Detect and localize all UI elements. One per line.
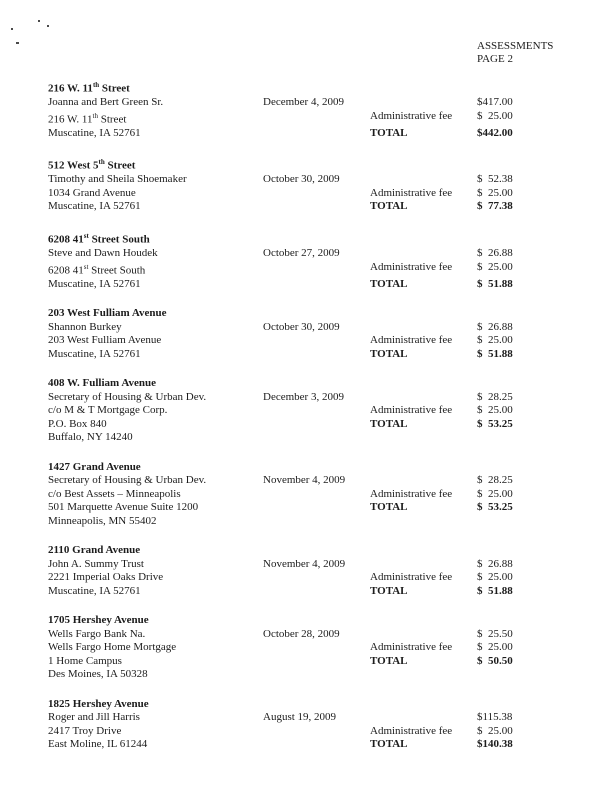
address-line: Roger and Jill Harris bbox=[48, 711, 140, 724]
spacer bbox=[370, 628, 477, 642]
assessment-date: October 27, 2009 bbox=[263, 247, 340, 260]
entry-title bbox=[48, 156, 614, 173]
total-amount: $ 77.38 bbox=[477, 200, 513, 213]
address-text: Street bbox=[97, 113, 127, 126]
address-text: 6208 41 bbox=[48, 264, 84, 277]
total-amount: $ 51.88 bbox=[477, 584, 513, 597]
admin-fee-amount: $ 25.00 bbox=[477, 334, 513, 347]
total-amount: $ 50.50 bbox=[477, 654, 513, 667]
spacer bbox=[263, 738, 370, 752]
admin-fee-amount: $ 25.00 bbox=[477, 571, 513, 584]
assessment-date: August 19, 2009 bbox=[263, 711, 337, 724]
assessment-date: December 4, 2009 bbox=[263, 96, 344, 109]
assessment-amount: $ 25.50 bbox=[477, 627, 513, 640]
spacer bbox=[263, 127, 370, 141]
page-number: PAGE 2 bbox=[477, 53, 513, 65]
title-text: Street South bbox=[88, 233, 150, 246]
assessment-date: October 30, 2009 bbox=[263, 320, 340, 333]
total-label: TOTAL bbox=[370, 417, 408, 430]
entry-title: 408 W. Fulliam Avenue bbox=[48, 377, 156, 390]
address-line: Secretary of Housing & Urban Dev. bbox=[48, 390, 207, 403]
title-ordinal-suffix: th bbox=[92, 81, 100, 89]
page-header bbox=[477, 40, 553, 66]
address-line: 501 Marquette Avenue Suite 1200 bbox=[48, 501, 199, 514]
admin-fee-amount: $ 25.00 bbox=[477, 186, 513, 199]
admin-fee-label: Administrative fee bbox=[370, 186, 453, 199]
address-line: c/o M & T Mortgage Corp. bbox=[48, 404, 168, 417]
address-line: 203 West Fulliam Avenue bbox=[48, 334, 162, 347]
address-line: Steve and Dawn Houdek bbox=[48, 247, 158, 260]
total-amount: $ 51.88 bbox=[477, 277, 513, 290]
assessment-amount: $115.38 bbox=[477, 711, 513, 724]
assessment-amount: $ 26.88 bbox=[477, 320, 513, 333]
title-text: 6208 41 bbox=[48, 233, 84, 246]
spacer bbox=[263, 641, 370, 655]
spacer bbox=[370, 247, 477, 261]
total-label: TOTAL bbox=[370, 738, 408, 751]
spacer bbox=[370, 173, 477, 187]
entry-title: 2110 Grand Avenue bbox=[48, 544, 141, 557]
spacer bbox=[263, 585, 370, 599]
entry-title bbox=[48, 79, 614, 96]
assessment-amount: $ 28.25 bbox=[477, 390, 513, 403]
assessment-amount: $ 26.88 bbox=[477, 247, 513, 260]
address-line: Secretary of Housing & Urban Dev. bbox=[48, 474, 207, 487]
spacer bbox=[263, 187, 370, 201]
entry bbox=[48, 698, 614, 752]
address-line: Shannon Burkey bbox=[48, 320, 122, 333]
address-text: Street South bbox=[88, 264, 146, 277]
spacer bbox=[370, 391, 477, 405]
entry bbox=[48, 377, 614, 445]
admin-fee-amount: $ 25.00 bbox=[477, 724, 513, 737]
spacer bbox=[263, 725, 370, 739]
title-text: Street bbox=[99, 82, 130, 95]
title-text: 216 W. 11 bbox=[48, 82, 93, 95]
assessment-amount: $417.00 bbox=[477, 96, 513, 109]
spacer bbox=[370, 474, 477, 488]
admin-fee-amount: $ 25.00 bbox=[477, 404, 513, 417]
entry bbox=[48, 544, 614, 598]
spacer bbox=[263, 501, 370, 515]
entry bbox=[48, 156, 614, 214]
total-amount: $ 53.25 bbox=[477, 501, 513, 514]
spacer bbox=[370, 711, 477, 725]
spacer bbox=[263, 278, 370, 292]
admin-fee-label: Administrative fee bbox=[370, 487, 453, 500]
admin-fee-amount: $ 25.00 bbox=[477, 109, 513, 122]
address-ordinal-suffix: st bbox=[83, 262, 89, 271]
address-line: Wells Fargo Bank Na. bbox=[48, 627, 146, 640]
address-line: P.O. Box 840 bbox=[48, 417, 107, 430]
scan-artifact bbox=[38, 20, 40, 22]
address-line: Muscatine, IA 52761 bbox=[48, 277, 141, 290]
total-label: TOTAL bbox=[370, 277, 408, 290]
total-label: TOTAL bbox=[370, 347, 408, 360]
admin-fee-amount: $ 25.00 bbox=[477, 260, 513, 273]
address-line: 2417 Troy Drive bbox=[48, 724, 122, 737]
address-line: Muscatine, IA 52761 bbox=[48, 584, 141, 597]
scan-artifact bbox=[47, 25, 49, 27]
title-ordinal-suffix: st bbox=[83, 231, 89, 240]
total-amount: $ 53.25 bbox=[477, 417, 513, 430]
total-amount: $ 51.88 bbox=[477, 347, 513, 360]
entry bbox=[48, 461, 614, 529]
spacer bbox=[370, 558, 477, 572]
spacer bbox=[263, 334, 370, 348]
admin-fee-label: Administrative fee bbox=[370, 109, 453, 122]
spacer bbox=[263, 404, 370, 418]
admin-fee-amount: $ 25.00 bbox=[477, 487, 513, 500]
total-label: TOTAL bbox=[370, 126, 408, 139]
total-label: TOTAL bbox=[370, 501, 408, 514]
address-line: Wells Fargo Home Mortgage bbox=[48, 641, 177, 654]
spacer bbox=[263, 655, 370, 669]
assessment-date: November 4, 2009 bbox=[263, 557, 346, 570]
spacer bbox=[263, 110, 370, 127]
entry-title: 1705 Hershey Avenue bbox=[48, 614, 149, 627]
entry bbox=[48, 230, 614, 291]
assessment-date: November 4, 2009 bbox=[263, 474, 346, 487]
spacer bbox=[263, 200, 370, 214]
assessment-amount: $ 28.25 bbox=[477, 474, 513, 487]
address-line bbox=[48, 261, 263, 278]
address-line: Muscatine, IA 52761 bbox=[48, 347, 141, 360]
spacer bbox=[263, 348, 370, 362]
address-line: c/o Best Assets – Minneapolis bbox=[48, 487, 181, 500]
address-line: Minneapolis, MN 55402 bbox=[48, 514, 157, 527]
spacer bbox=[370, 321, 477, 335]
address-ordinal-suffix: th bbox=[92, 111, 98, 120]
admin-fee-label: Administrative fee bbox=[370, 260, 453, 273]
address-text: 216 W. 11 bbox=[48, 113, 93, 126]
entry-title: 203 West Fulliam Avenue bbox=[48, 307, 167, 320]
admin-fee-label: Administrative fee bbox=[370, 334, 453, 347]
entry bbox=[48, 307, 614, 361]
title-text: 512 West 5 bbox=[48, 159, 99, 172]
assessment-date: October 28, 2009 bbox=[263, 627, 340, 640]
address-line: 1 Home Campus bbox=[48, 654, 122, 667]
title-ordinal-suffix: th bbox=[98, 158, 105, 167]
address-line: 2221 Imperial Oaks Drive bbox=[48, 571, 164, 584]
entry-title: 1825 Hershey Avenue bbox=[48, 697, 149, 710]
address-line: Muscatine, IA 52761 bbox=[48, 200, 141, 213]
entry bbox=[48, 614, 614, 682]
spacer bbox=[263, 488, 370, 502]
address-line: Timothy and Sheila Shoemaker bbox=[48, 173, 187, 186]
spacer bbox=[263, 261, 370, 278]
spacer bbox=[263, 418, 370, 432]
scan-artifact bbox=[16, 42, 19, 44]
assessment-amount: $ 26.88 bbox=[477, 557, 513, 570]
entry-title: 1427 Grand Avenue bbox=[48, 460, 141, 473]
address-line: 1034 Grand Avenue bbox=[48, 186, 136, 199]
address-line: Muscatine, IA 52761 bbox=[48, 126, 141, 139]
admin-fee-amount: $ 25.00 bbox=[477, 641, 513, 654]
address-line: East Moline, IL 61244 bbox=[48, 738, 148, 751]
document-title: ASSESSMENTS bbox=[477, 40, 554, 52]
address-line: Joanna and Bert Green Sr. bbox=[48, 96, 164, 109]
address-line: Des Moines, IA 50328 bbox=[48, 668, 148, 681]
admin-fee-label: Administrative fee bbox=[370, 724, 453, 737]
total-label: TOTAL bbox=[370, 584, 408, 597]
total-amount: $140.38 bbox=[477, 738, 513, 751]
spacer bbox=[370, 96, 477, 110]
scan-artifact bbox=[11, 28, 13, 30]
total-amount: $442.00 bbox=[477, 126, 513, 139]
entry-title bbox=[48, 230, 614, 247]
total-label: TOTAL bbox=[370, 200, 408, 213]
address-line bbox=[48, 110, 263, 127]
assessment-date: October 30, 2009 bbox=[263, 173, 340, 186]
title-text: Street bbox=[104, 159, 136, 172]
spacer bbox=[263, 571, 370, 585]
entry bbox=[48, 79, 614, 140]
total-label: TOTAL bbox=[370, 654, 408, 667]
admin-fee-label: Administrative fee bbox=[370, 641, 453, 654]
admin-fee-label: Administrative fee bbox=[370, 404, 453, 417]
address-line: Buffalo, NY 14240 bbox=[48, 431, 133, 444]
assessment-amount: $ 52.38 bbox=[477, 173, 513, 186]
address-line: John A. Summy Trust bbox=[48, 557, 144, 570]
assessment-date: December 3, 2009 bbox=[263, 390, 344, 403]
admin-fee-label: Administrative fee bbox=[370, 571, 453, 584]
